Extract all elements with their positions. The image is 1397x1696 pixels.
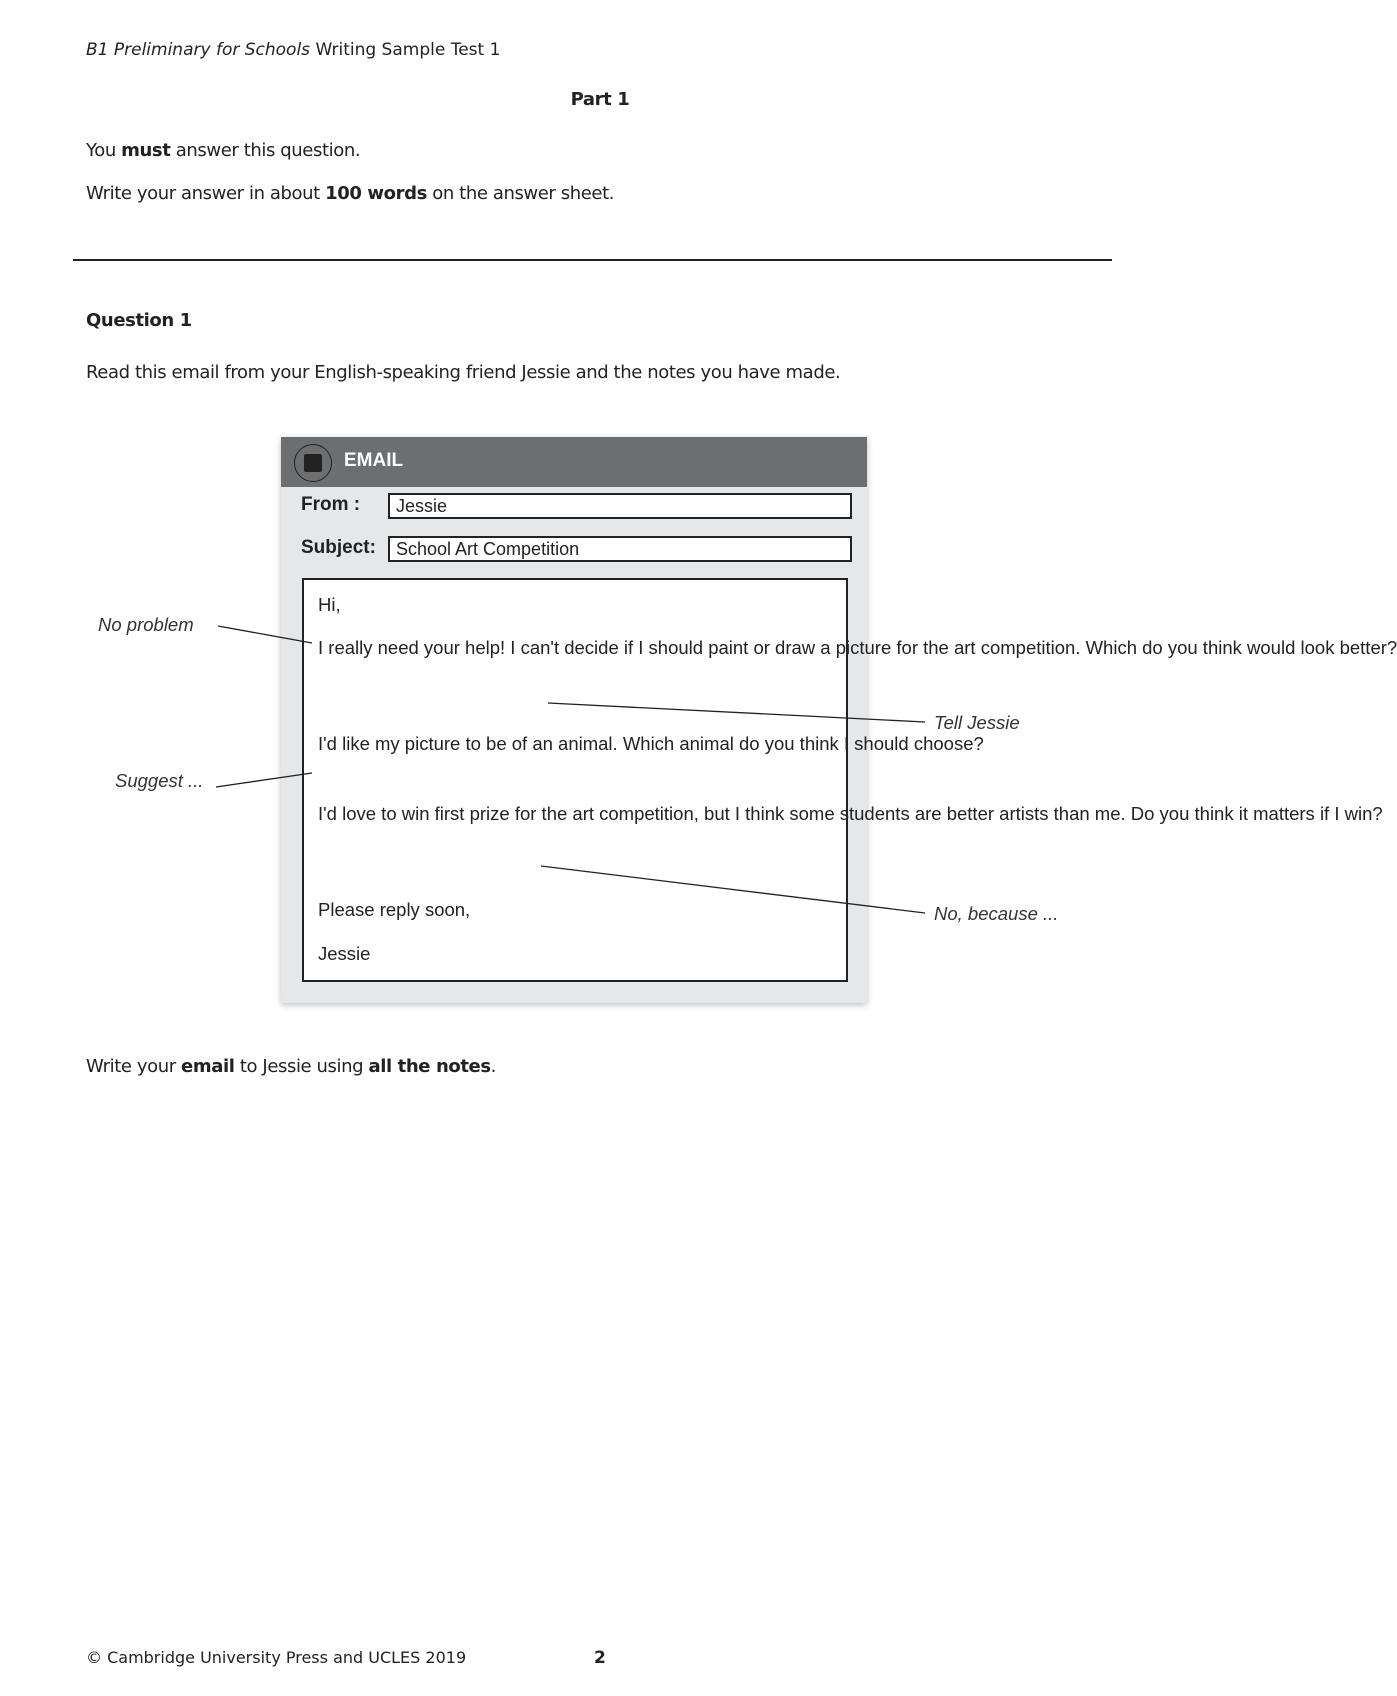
text: answer this question. <box>170 140 361 161</box>
emphasis: email <box>181 1056 235 1077</box>
page-number: 2 <box>594 1648 606 1668</box>
running-header-rest: Writing Sample Test 1 <box>315 40 501 60</box>
text: Write your answer in about <box>86 183 326 204</box>
text: on the answer sheet. <box>426 183 615 204</box>
subject-field: School Art Competition <box>388 536 852 562</box>
running-header-italic: B1 Preliminary for Schools <box>86 40 311 60</box>
question-title: Question 1 <box>86 310 192 331</box>
emphasis: 100 words <box>325 183 427 204</box>
note-no-problem: No problem <box>98 614 194 635</box>
note-no-because: No, because ... <box>934 903 1059 924</box>
connector-line <box>541 866 925 913</box>
text: You <box>86 140 122 161</box>
subject-label: Subject: <box>301 537 376 558</box>
part-title: Part 1 <box>570 89 630 110</box>
connector-line <box>218 626 312 643</box>
email-signoff: Please reply soon, <box>318 899 471 920</box>
email-paragraph: I'd like my picture to be of an animal. Which animal do you think I should choose? <box>318 733 984 754</box>
connector-line <box>216 773 312 787</box>
text: to Jessie using <box>234 1056 369 1077</box>
text: Write your <box>86 1056 182 1077</box>
email-greeting: Hi, <box>318 594 341 615</box>
email-signature: Jessie <box>318 943 371 964</box>
question-intro: Read this email from your English-speaking friend Jessie and the notes you have made. <box>86 362 841 383</box>
from-field: Jessie <box>388 493 852 519</box>
task-instruction <box>86 1056 496 1077</box>
emphasis: must <box>121 140 171 161</box>
copyright: © Cambridge University Press and UCLES 2019 <box>86 1648 467 1667</box>
connector-line <box>548 703 925 722</box>
from-label: From : <box>301 494 361 515</box>
text: . <box>490 1056 496 1077</box>
email-header-title: EMAIL <box>344 450 404 471</box>
emphasis: all the notes <box>368 1056 491 1077</box>
email-paragraph: I'd love to win first prize for the art competition, but I think some students are better artists than me. Do you think it matters if I win? <box>318 803 1383 824</box>
note-suggest: Suggest ... <box>115 770 204 791</box>
email-paragraph: I really need your help! I can't decide if I should paint or draw a picture for the art competition. Which do you think would look better? <box>318 637 1397 658</box>
note-tell-jessie: Tell Jessie <box>934 712 1020 733</box>
